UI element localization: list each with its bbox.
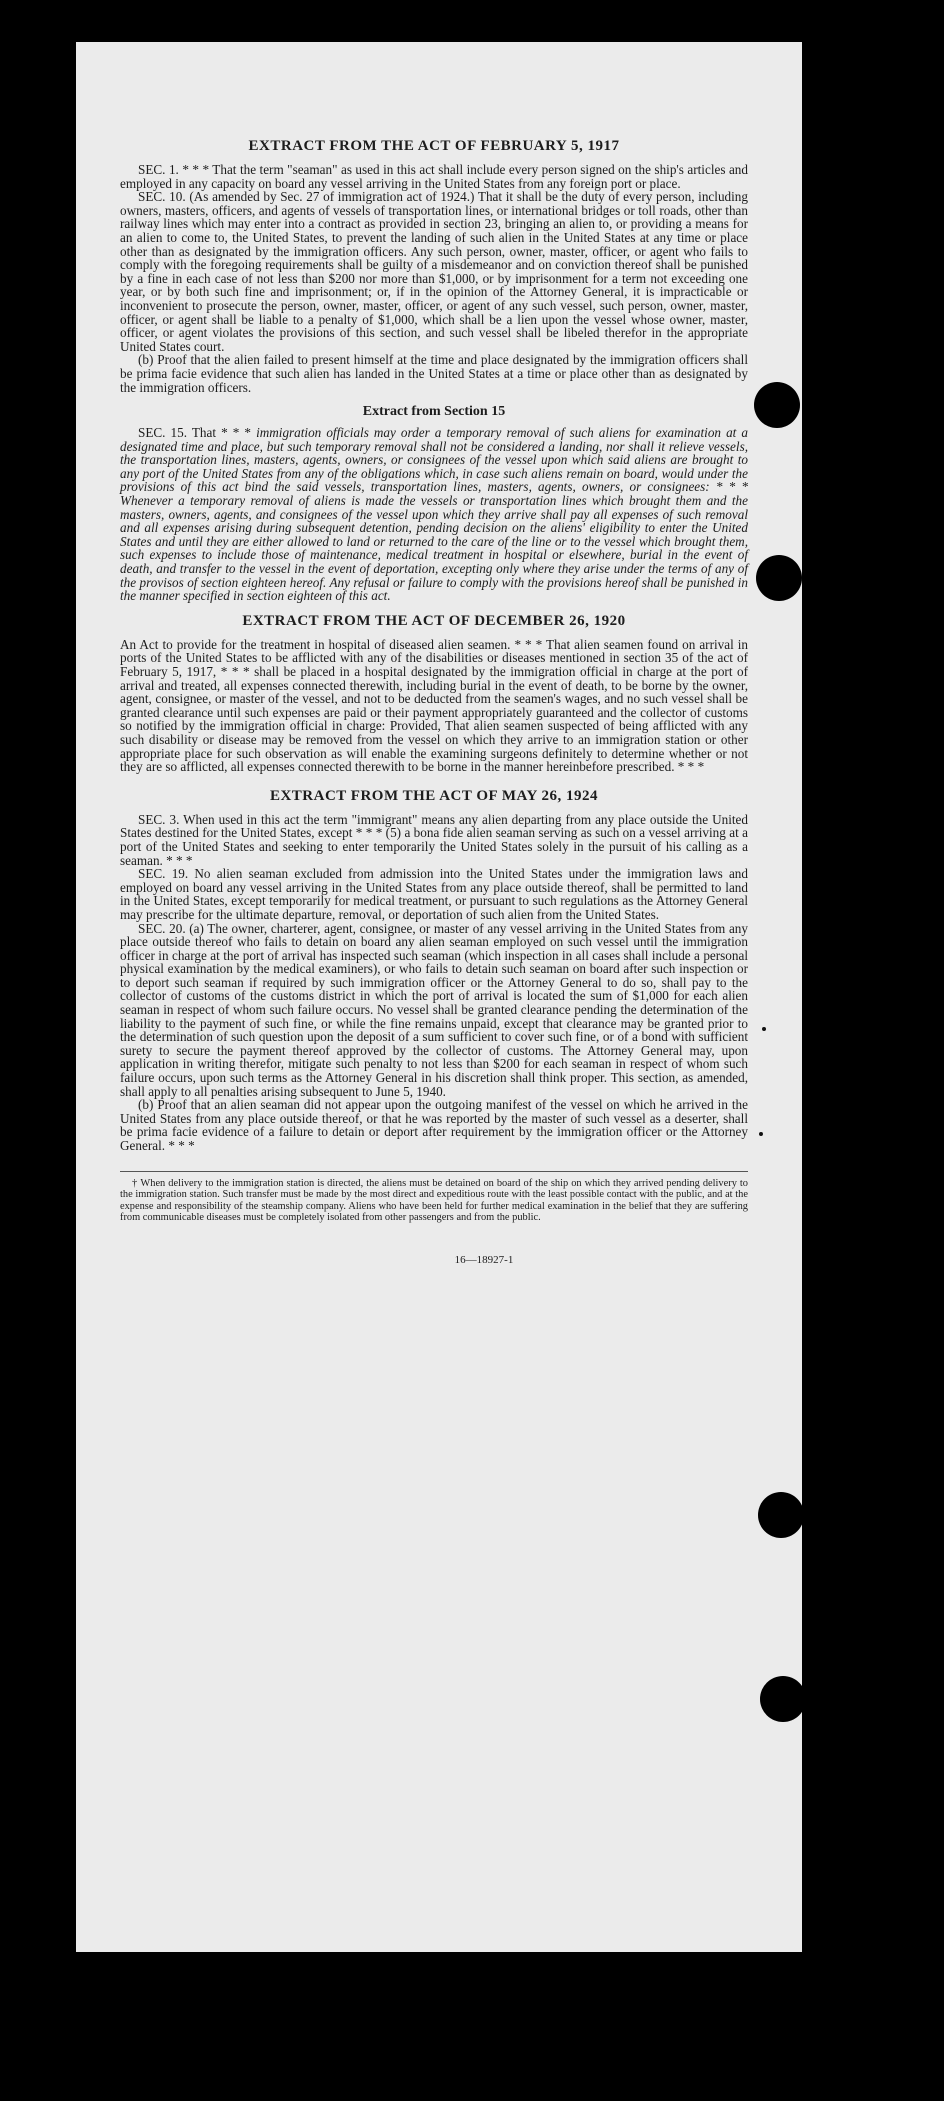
section-1: SEC. 1. * * * That the term "seaman" as used in this act shall include every person signed on the ship's articles and employed in any capacity on board any vessel arriving in the United States from any foreign port or place. xyxy=(120,162,748,191)
speck-mark xyxy=(759,1132,763,1136)
section-15-italic: immigration officials may order a temporary removal of such aliens for examination at a designated time and place, but such temporary removal shall not be considered a landing, nor shall it relieve vessels, the transportation lines, masters, agents, owners, or consignees of the vessel upon which said aliens are brought to any port of the United States from any of the obligations which, in case such aliens remain on board, would under the provisions of this act bind the said vessels, transportation lines, masters, agents, owners, or consignees: * * * Whenever a temporary removal of aliens is made the vessels or transportation lines which brought them and the masters, owners, agents, and consignees of the vessel upon which they arrive shall pay all expenses of such removal and all expenses arising during subsequent detention, pending decision on the aliens' eligibility to enter the United States and until they are either allowed to land or returned to the care of the line or to the vessel which brought them, such expenses to include those of maintenance, medical treatment in hospital or elsewhere, burial in the event of death, and transfer to the vessel in the event of deportation, excepting only where they arise under the terms of any of the provisos of section eighteen hereof. Any refusal or failure to comply with the provisions hereof shall be punished in the manner specified in section eighteen of this act. xyxy=(120,425,748,604)
document-page xyxy=(76,42,802,1952)
footnote: † When delivery to the immigration station is directed, the aliens must be detained on board of the ship on which they arrived pending delivery to the immigration station. Such transfer must be made by the most direct and expeditious route with the least possible contact with the public, and at the expense and responsibility of the steamship company. Aliens who have been held for further medical examination in the belief that they are suffering from communicable diseases must be completely isolated from other passengers and from the public. xyxy=(120,1171,748,1224)
speck-mark xyxy=(762,1027,766,1031)
heading-act-1920: EXTRACT FROM THE ACT OF DECEMBER 26, 1920 xyxy=(242,612,626,629)
heading-act-1924: EXTRACT FROM THE ACT OF MAY 26, 1924 xyxy=(269,787,599,804)
punch-hole xyxy=(754,382,800,428)
punch-hole xyxy=(760,1676,806,1722)
section-10: SEC. 10. (As amended by Sec. 27 of immigration act of 1924.) That it shall be the duty of every person, including owners, masters, officers, and agents of vessels of transportation lines, or international bridges or toll roads, other than railway lines which may enter into a contract as provided in section 23, bringing an alien to, or providing a means for an alien to come to, the United States, to prevent the landing of such alien in the United States at any time or place other than as designated by the immigration officers. Any such person, owner, master, officer, or agent who fails to comply with the foregoing requirements shall be guilty of a misdemeanor and on conviction thereof shall be punished by a fine in each case of not less than $200 nor more than $1,000, or by imprisonment for a term not exceeding one year, or by both such fine and imprisonment; or, if in the opinion of the Attorney General, it is impracticable or inconvenient to prosecute the person, owner, master, officer, or agent of any such vessel, such person, owner, master, officer, or agent shall be liable to a penalty of $1,000, which shall be a lien upon the vessel whose owner, master, officer, or agent violates the provisions of this section, and such vessel shall be libeled therefor in the appropriate United States court. xyxy=(120,189,748,354)
heading-act-1917: EXTRACT FROM THE ACT OF FEBRUARY 5, 1917 xyxy=(248,138,620,154)
heading-section-15: Extract from Section 15 xyxy=(362,404,506,420)
section-15 xyxy=(120,426,748,603)
page-identifier: 16—18927-1 xyxy=(454,1253,514,1266)
act-1920-text: An Act to provide for the treatment in hospital of diseased alien seamen. * * * That alien seamen found on arrival in ports of the United States to be afflicted with any of the disabilities or diseases mentioned in section 35 of the act of February 5, 1917, * * * shall be placed in a hospital designated by the immigration official in charge at the port of arrival and treated, all expenses connected therewith, including burial in the event of death, to be borne by the owner, agent, consignee, or master of the vessel, and not to be deducted from the seamen's wages, and no such vessel shall be granted clearance until such expenses are paid or their payment appropriately guaranteed and the collector of customs so notified by the immigration official in charge: Provided, That alien seamen suspected of being afflicted with any such disability or disease may be removed from the vessel on which they arrive to an immigration station or other appropriate place for such observation as will enable the examining surgeons definitely to determine whether or not they are so afflicted, all expenses connected therewith to be borne in the manner hereinbefore prescribed. * * * xyxy=(120,636,748,775)
punch-hole xyxy=(758,1492,804,1538)
section-19: SEC. 19. No alien seaman excluded from admission into the United States under the immigration laws and employed on board any vessel arriving in the United States from any place outside thereof, shall be permitted to land in the United States, except temporarily for medical treatment, or pursuant to such regulations as the Attorney General may prescribe for the ultimate departure, removal, or deportation of such alien from the United States. xyxy=(120,866,748,922)
section-20: SEC. 20. (a) The owner, charterer, agent, consignee, or master of any vessel arriving in the United States from any place outside thereof who fails to detain on board any alien seaman employed on such vessel until the immigration officer in charge at the port of arrival has inspected such seaman (which inspection in all cases shall include a personal physical examination by the medical examiners), or who fails to detain such seaman on board after such inspection or to deport such seaman if required by such immigration officer or the Attorney General to do so, shall pay to the collector of customs of the customs district in which the port of arrival is located the sum of $1,000 for each alien seaman in respect of whom such failure occurs. No vessel shall be granted clearance pending the determination of the liability to the payment of such fine, or while the fine remains unpaid, except that clearance may be granted prior to the determination of such question upon the deposit of a sum sufficient to cover such fine, or of a bond with sufficient surety to secure the payment thereof approved by the collector of customs. The Attorney General may, upon application in writing therefor, mitigate such penalty to not less than $200 for each seaman in respect of whom such failure occurs, upon such terms as the Attorney General in his discretion shall think proper. This section, as amended, shall apply to all penalties arising subsequent to June 5, 1940. xyxy=(120,920,748,1099)
section-15-lead: SEC. 15. That * * * xyxy=(138,425,257,441)
section-3: SEC. 3. When used in this act the term "immigrant" means any alien departing from any place outside the United States destined for the United States, except * * * (5) a bona fide alien seaman serving as such on a vessel arriving at a port of the United States and seeking to enter temporarily the United States solely in the pursuit of his calling as a seaman. * * * xyxy=(120,811,748,868)
document-body xyxy=(120,138,748,1266)
punch-hole xyxy=(756,555,802,601)
section-10-b: (b) Proof that the alien failed to present himself at the time and place designated by the immigration officers shall be prima facie evidence that such alien has landed in the United States at a time or place other than as designated by the immigration officers. xyxy=(120,352,748,395)
section-20-b: (b) Proof that an alien seaman did not appear upon the outgoing manifest of the vessel on which he arrived in the United States from any place outside thereof, or that he was reported by the master of such vessel as a deserter, shall be prima facie evidence of a failure to detain or deport after requirement by the immigration officer or the Attorney General. * * * xyxy=(120,1097,748,1153)
